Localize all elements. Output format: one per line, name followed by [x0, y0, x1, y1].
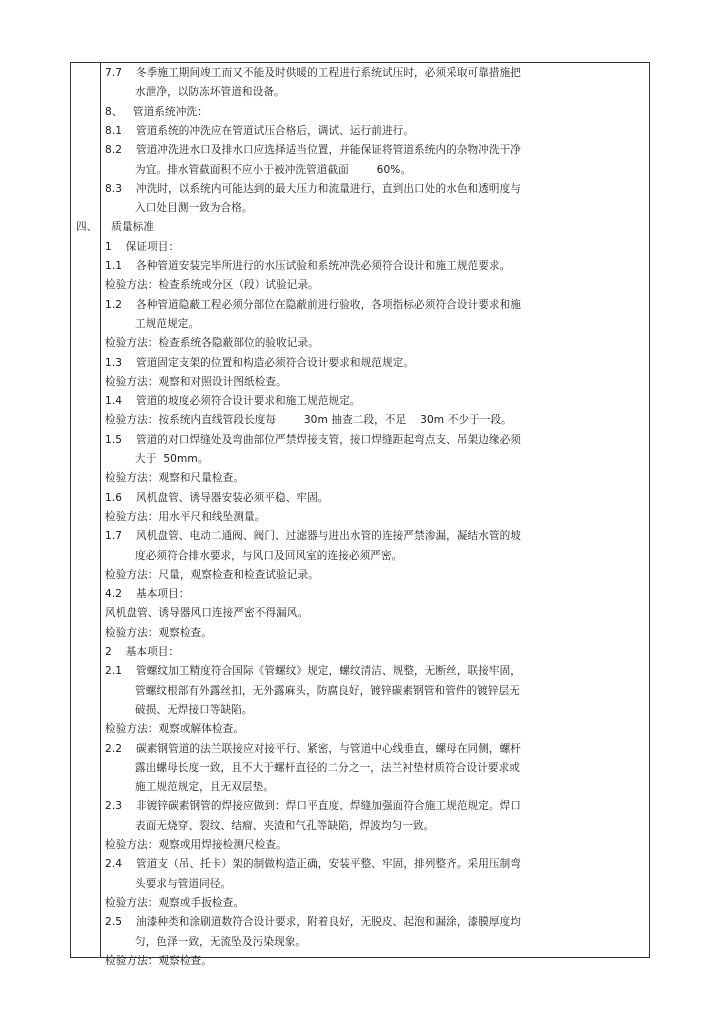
text-line: 检验方法：观察检查。 — [105, 954, 212, 967]
text-line: 8.1 管道系统的冲洗应在管道试压合格后，调试、运行前进行。 — [105, 124, 415, 137]
text-line: 施工规范规定，且无双层垫。 — [135, 781, 275, 794]
text-line: 检验方法：检查系统各隐蔽部位的验收记录。 — [105, 337, 319, 350]
text-line: 检验方法：检查系统或分区（段）试验记录。 — [105, 279, 319, 292]
text-line: 大于 50mm。 — [135, 453, 209, 465]
text-line: 1.7 风机盘管、电动二通阀、阀门、过滤器与进出水管的连接严禁渗漏，凝结水管的坡 — [105, 530, 521, 543]
text-line: 检验方法：按系统内直线管段长度每 30m 抽查二段，不足 30m 不少于一段。 — [105, 414, 512, 427]
text-line: 2.2 碳素钢管道的法兰联接应对接平行、紧密，与管道中心线垂直，螺母在同侧，螺杆 — [105, 742, 521, 755]
text-line: 为宜。排水管截面积不应小于被冲洗管道截面 60%。 — [135, 163, 412, 176]
text-line: 2.4 管道支（吊、托卡）架的制做构造正确，安装平整、牢固，排列整齐。采用压制弯 — [105, 858, 521, 871]
text-line: 表面无烧穿、裂纹、结瘤、夹渣和气孔等缺陷，焊波均匀一致。 — [135, 819, 435, 832]
text-line: 1.1 各种管道安装完毕所进行的水压试验和系统冲洗必须符合设计和施工规范要求。 — [105, 260, 511, 272]
text-line: 1.2 各种管道隐蔽工程必须分部位在隐蔽前进行验收，各项指标必须符合设计要求和施 — [105, 298, 521, 311]
text-line: 匀，色泽一致，无流坠及污染现象。 — [135, 935, 307, 948]
section-column-divider — [100, 62, 101, 958]
text-line: 检验方法：观察或用焊接检测尺检查。 — [105, 839, 287, 851]
text-line: 1.3 管道固定支架的位置和构造必须符合设计要求和规范规定。 — [105, 356, 415, 369]
text-line: 检验方法：观察或解体检查。 — [105, 723, 245, 736]
text-line: 7.7 冬季施工期间竣工而又不能及时供暖的工程进行系统试压时，必须采取可靠措施把 — [105, 67, 521, 79]
text-line: 1.5 管道的对口焊缝处及弯曲部位严禁焊接支管，接口焊缝距起弯点支、吊架边缘必须 — [105, 433, 521, 446]
text-line: 检验方法：用水平尺和线坠测量。 — [105, 510, 266, 523]
text-line: 检验方法：观察和尺量检查。 — [105, 472, 245, 485]
text-line: 管螺纹根部有外露丝扣，无外露麻头，防腐良好，镀锌碳素钢管和管件的镀锌层无 — [135, 684, 520, 697]
text-line: 1.4 管道的坡度必须符合设计要求和施工规范规定。 — [105, 395, 361, 408]
text-line: 入口处目测一致为合格。 — [135, 202, 253, 215]
text-line: 8、 管道系统冲洗： — [105, 105, 208, 118]
text-line: 4.2 基本项目： — [105, 588, 190, 601]
text-line: 风机盘管、诱导器风口连接严密不得漏风。 — [105, 607, 309, 620]
text-line: 2.5 油漆种类和涂刷道数符合设计要求，附着良好，无脱皮、起泡和漏涂，漆膜厚度均 — [105, 916, 521, 929]
text-line: 8.3 冲洗时，以系统内可能达到的最大压力和流量进行，直到出口处的水色和透明度与 — [105, 182, 521, 195]
text-line: 检验方法：观察或手扳检查。 — [105, 896, 245, 909]
text-line: 露出螺母长度一致，且不大于螺杆直径的二分之一，法兰衬垫材质符合设计要求或 — [135, 761, 520, 774]
text-line: 2 基本项目： — [105, 646, 180, 658]
text-line: 检验方法：尺量，观察检查和检查试验记录。 — [105, 568, 319, 581]
text-line: 检验方法：观察和对照设计图纸检查。 — [105, 375, 287, 388]
text-line: 2.3 非镀锌碳素钢管的焊接应做到：焊口平直度、焊缝加强面符合施工规范规定。焊口 — [105, 800, 521, 813]
text-line: 破损、无焊接口等缺陷。 — [135, 703, 253, 716]
text-line: 度必须符合排水要求，与风口及回风室的连接必须严密。 — [135, 549, 403, 562]
text-line: 头要求与管道同径。 — [135, 877, 232, 890]
text-line: 检验方法：观察检查。 — [105, 626, 212, 639]
text-line: 四、 质量标准 — [76, 221, 155, 234]
text-line: 水泄净，以防冻坏管道和设备。 — [135, 86, 285, 99]
text-line: 工规范规定。 — [135, 317, 200, 330]
text-line: 8.2 管道冲洗进水口及排水口应选择适当位置，并能保证将管道系统内的杂物冲洗干净 — [105, 144, 521, 157]
text-line: 2.1 管螺纹加工精度符合国际《管螺纹》规定，螺纹清洁、规整，无断丝，联接牢固， — [105, 665, 521, 678]
text-line: 1 保证项目： — [105, 240, 180, 253]
text-line: 1.6 风机盘管、诱导器安装必须平稳、牢固。 — [105, 491, 329, 504]
